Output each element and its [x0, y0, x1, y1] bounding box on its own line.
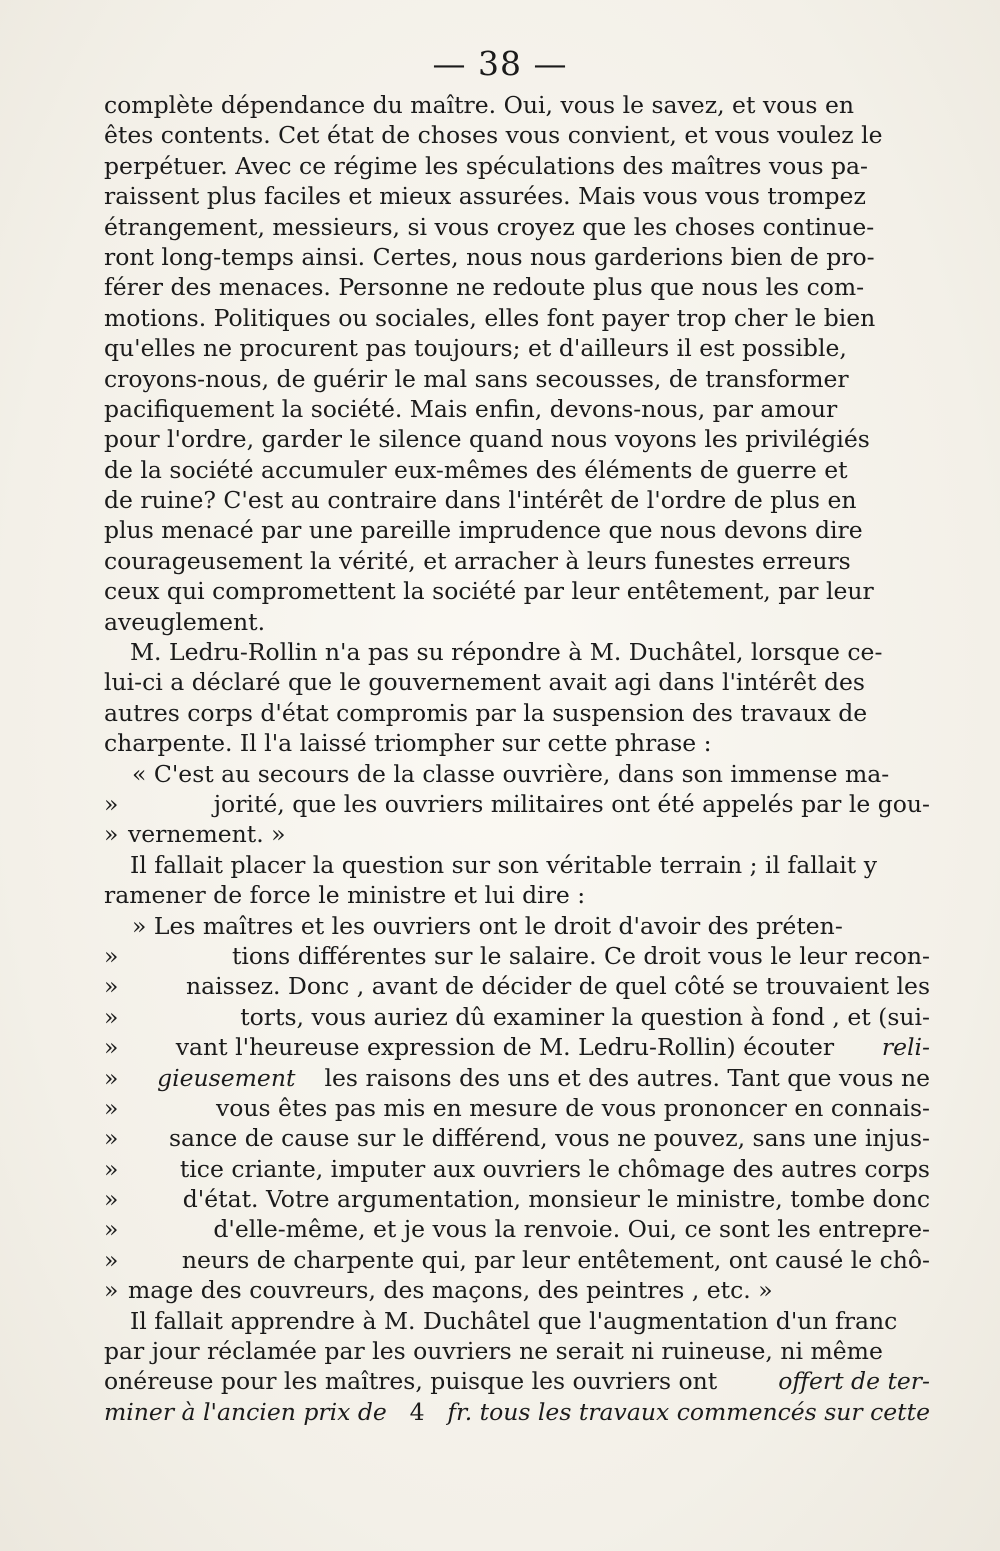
- quote-line: » vous êtes pas mis en mesure de vous prononcer en connais-: [104, 1093, 930, 1122]
- text-line: qu'elles ne procurent pas toujours; et d'ailleurs il est possible,: [104, 334, 847, 363]
- quote-line: » Les maîtres et les ouvriers ont le droit d'avoir des préten-: [132, 911, 843, 940]
- body-text: [104, 90, 930, 1427]
- text-line: par jour réclamée par les ouvriers ne serait ni ruineuse, ni même: [104, 1337, 883, 1366]
- quote-line: » tions différentes sur le salaire. Ce droit vous le leur recon-: [104, 941, 930, 970]
- text-line: plus menacé par une pareille imprudence que nous devons dire: [104, 516, 863, 545]
- quote-line: » sance de cause sur le différend, vous ne pouvez, sans une injus-: [104, 1124, 930, 1153]
- text-line: êtes contents. Cet état de choses vous convient, et vous voulez le: [104, 121, 883, 150]
- text-line: aveuglement.: [104, 607, 266, 636]
- quote-line: » d'elle-même, et je vous la renvoie. Oui, ce sont les entrepre-: [104, 1215, 930, 1244]
- quote-line: » neurs de charpente qui, par leur entêtement, ont causé le chô-: [104, 1245, 930, 1274]
- text-line: raissent plus faciles et mieux assurées. Mais vous vous trompez: [104, 182, 866, 211]
- page-number: — 38 —: [432, 44, 568, 83]
- quote-line: » mage des couvreurs, des maçons, des peintres , etc. »: [104, 1276, 773, 1305]
- text-line: charpente. Il l'a laissé triompher sur cette phrase :: [104, 729, 712, 758]
- text-line: Il fallait placer la question sur son véritable terrain ; il fallait y: [130, 850, 877, 879]
- text-line: pacifiquement la société. Mais enfin, devons-nous, par amour: [104, 394, 838, 423]
- quote-line: » jorité, que les ouvriers militaires ont été appelés par le gou-: [104, 789, 930, 818]
- quote-line: » vernement. »: [104, 820, 286, 849]
- text-line: autres corps d'état compromis par la suspension des travaux de: [104, 698, 868, 727]
- text-line: de la société accumuler eux-mêmes des éléments de guerre et: [104, 455, 848, 484]
- text-line: lui-ci a déclaré que le gouvernement avait agi dans l'intérêt des: [104, 668, 865, 697]
- quote-line: » vant l'heureuse expression de M. Ledru-Rollin) écouter reli-: [104, 1033, 930, 1062]
- text-line: M. Ledru-Rollin n'a pas su répondre à M. Duchâtel, lorsque ce-: [130, 638, 883, 667]
- text-line: motions. Politiques ou sociales, elles font payer trop cher le bien: [104, 303, 876, 332]
- quote-line: « C'est au secours de la classe ouvrière, dans son immense ma-: [132, 759, 890, 788]
- text-line: pour l'ordre, garder le silence quand nous voyons les privilégiés: [104, 425, 870, 454]
- quote-line: » torts, vous auriez dû examiner la question à fond , et (sui-: [104, 1002, 930, 1031]
- quote-line: » gieusement les raisons des uns et des autres. Tant que vous ne: [104, 1063, 930, 1092]
- text-line: croyons-nous, de guérir le mal sans secousses, de transformer: [104, 364, 849, 393]
- text-line: miner à l'ancien prix de 4 fr. tous les travaux commencés sur cette: [104, 1397, 930, 1426]
- text-line: courageusement la vérité, et arracher à leurs funestes erreurs: [104, 546, 851, 575]
- quote-line: » d'état. Votre argumentation, monsieur le ministre, tombe donc: [104, 1185, 930, 1214]
- text-line: ront long-temps ainsi. Certes, nous nous garderions bien de pro-: [104, 242, 875, 271]
- text-line: complète dépendance du maître. Oui, vous le savez, et vous en: [104, 91, 854, 119]
- text-line: ceux qui compromettent la société par leur entêtement, par leur: [104, 577, 874, 606]
- text-line: férer des menaces. Personne ne redoute plus que nous les com-: [104, 273, 865, 302]
- text-line: étrangement, messieurs, si vous croyez que les choses continue-: [104, 212, 875, 241]
- text-line: Il fallait apprendre à M. Duchâtel que l'augmentation d'un franc: [130, 1306, 898, 1335]
- text-line: onéreuse pour les maîtres, puisque les ouvriers ont offert de ter-: [104, 1367, 930, 1396]
- text-line: de ruine? C'est au contraire dans l'intérêt de l'ordre de plus en: [104, 486, 857, 515]
- text-line: perpétuer. Avec ce régime les spéculations des maîtres vous pa-: [104, 151, 868, 180]
- quote-line: » naissez. Donc , avant de décider de quel côté se trouvaient les: [104, 972, 930, 1001]
- quote-line: » tice criante, imputer aux ouvriers le chômage des autres corps: [104, 1154, 930, 1183]
- text-line: ramener de force le ministre et lui dire :: [104, 881, 586, 910]
